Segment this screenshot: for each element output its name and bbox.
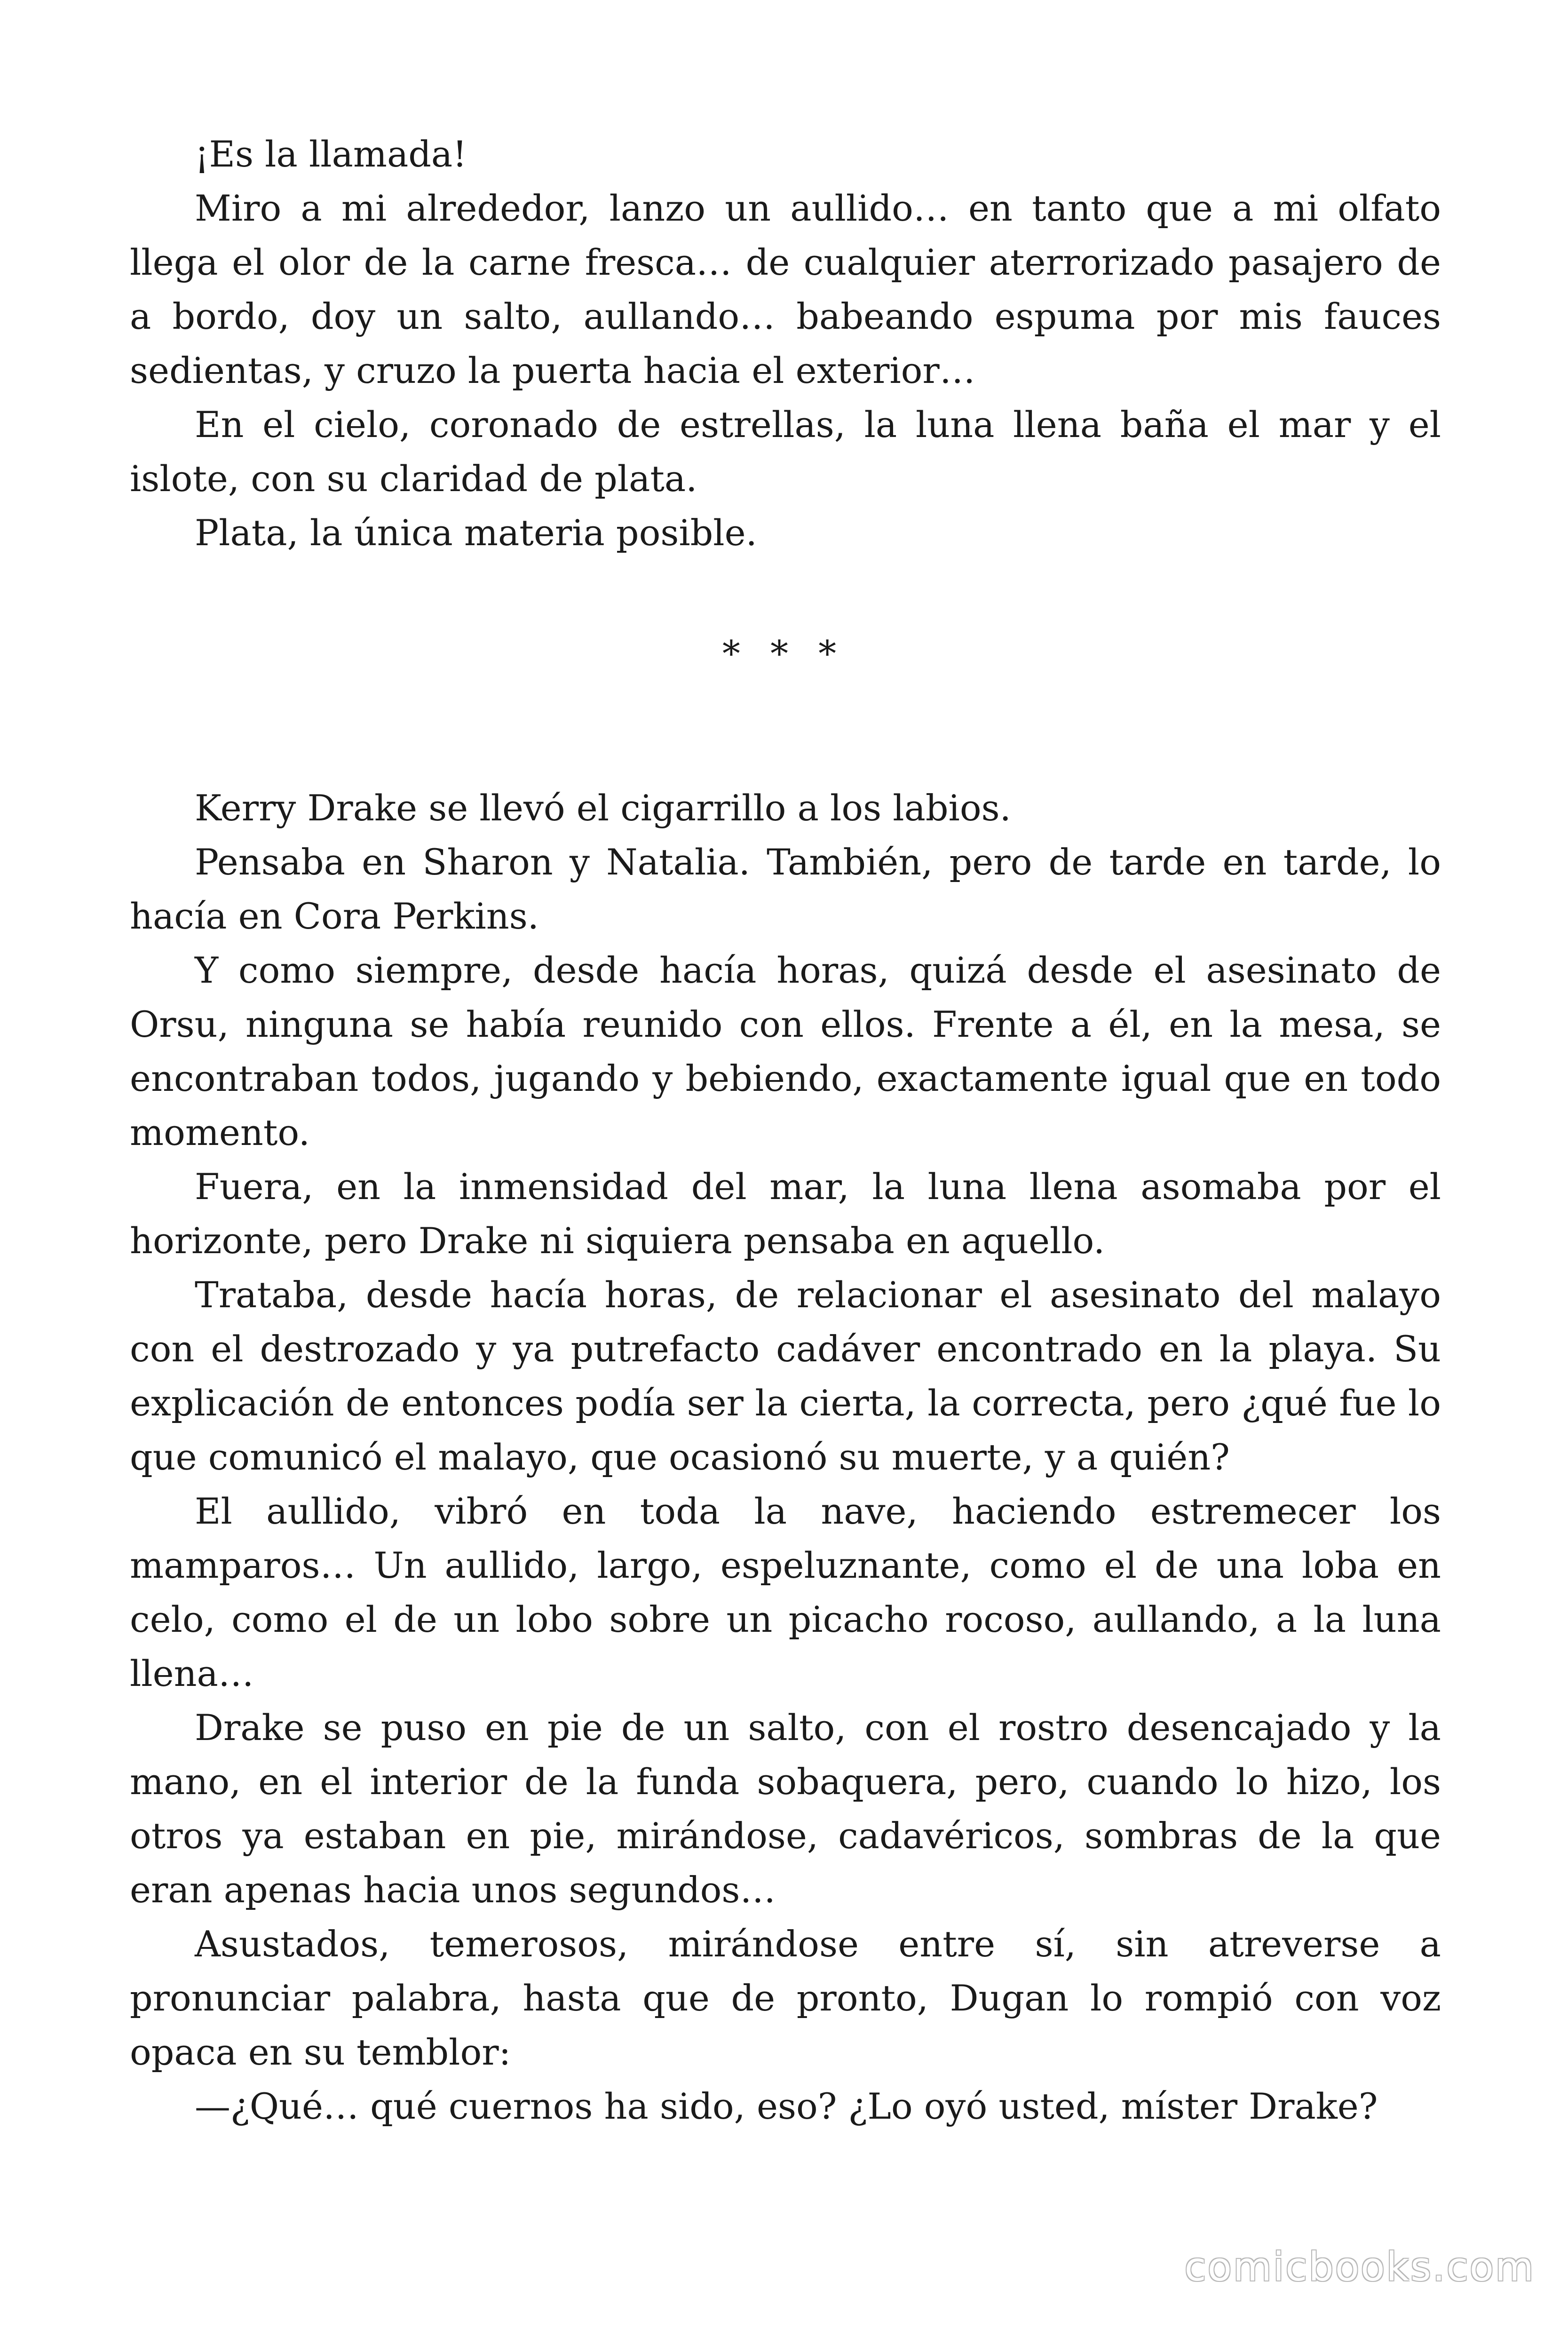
paragraph: El aullido, vibró en toda la nave, haciendo estremecer los mamparos… Un aullido, largo, espeluznante, como el de una loba en celo, como el de un lobo sobre un picacho rocoso, aullando, a la luna llena… [130, 1490, 1441, 1694]
paragraph: ¡Es la llamada! [195, 133, 467, 175]
text-section-1 [130, 127, 1441, 560]
paragraph: Trataba, desde hacía horas, de relacionar el asesinato del malayo con el destrozado y ya putrefacto cadáver encontrado en la playa. Su explicación de entonces podía ser la cierta, la correcta, pero ¿qué fue lo que comunicó el malayo, que ocasionó su muerte, y a quién? [130, 1274, 1441, 1478]
paragraph: En el cielo, coronado de estrellas, la luna llena baña el mar y el islote, con su claridad de plata. [130, 404, 1441, 500]
paragraph: —¿Qué… qué cuernos ha sido, eso? ¿Lo oyó usted, míster Drake? [195, 2085, 1378, 2127]
paragraph: Pensaba en Sharon y Natalia. También, pero de tarde en tarde, lo hacía en Cora Perkins. [130, 841, 1441, 937]
paragraph: Drake se puso en pie de un salto, con el rostro desencajado y la mano, en el interior de la funda sobaquera, pero, cuando lo hizo, los otros ya estaban en pie, mirándose, cadavéricos, sombras de la que eran apenas hacia unos segundos… [130, 1707, 1441, 1911]
watermark: comicbooks.com [1184, 2244, 1535, 2290]
paragraph: Plata, la única materia posible. [195, 512, 757, 554]
paragraph: Y como siempre, desde hacía horas, quizá desde el asesinato de Orsu, ninguna se había reunido con ellos. Frente a él, en la mesa, se encontraban todos, jugando y bebiendo, exactamente igual que en todo momento. [130, 949, 1441, 1153]
paragraph: Asustados, temerosos, mirándose entre sí, sin atreverse a pronunciar palabra, hasta que de pronto, Dugan lo rompió con voz opaca en su temblor: [130, 1923, 1441, 2073]
text-section-2 [130, 781, 1441, 2133]
section-separator: * * * [722, 633, 846, 675]
paragraph: Fuera, en la inmensidad del mar, la luna llena asomaba por el horizonte, pero Drake ni siquiera pensaba en aquello. [130, 1166, 1441, 1262]
paragraph: Miro a mi alrededor, lanzo un aullido… en tanto que a mi olfato llega el olor de la carne fresca… de cualquier aterrorizado pasajero de a bordo, doy un salto, aullando… babeando espuma por mis fauces sedientas, y cruzo la puerta hacia el exterior… [130, 187, 1441, 391]
paragraph: Kerry Drake se llevó el cigarrillo a los labios. [195, 787, 1011, 829]
